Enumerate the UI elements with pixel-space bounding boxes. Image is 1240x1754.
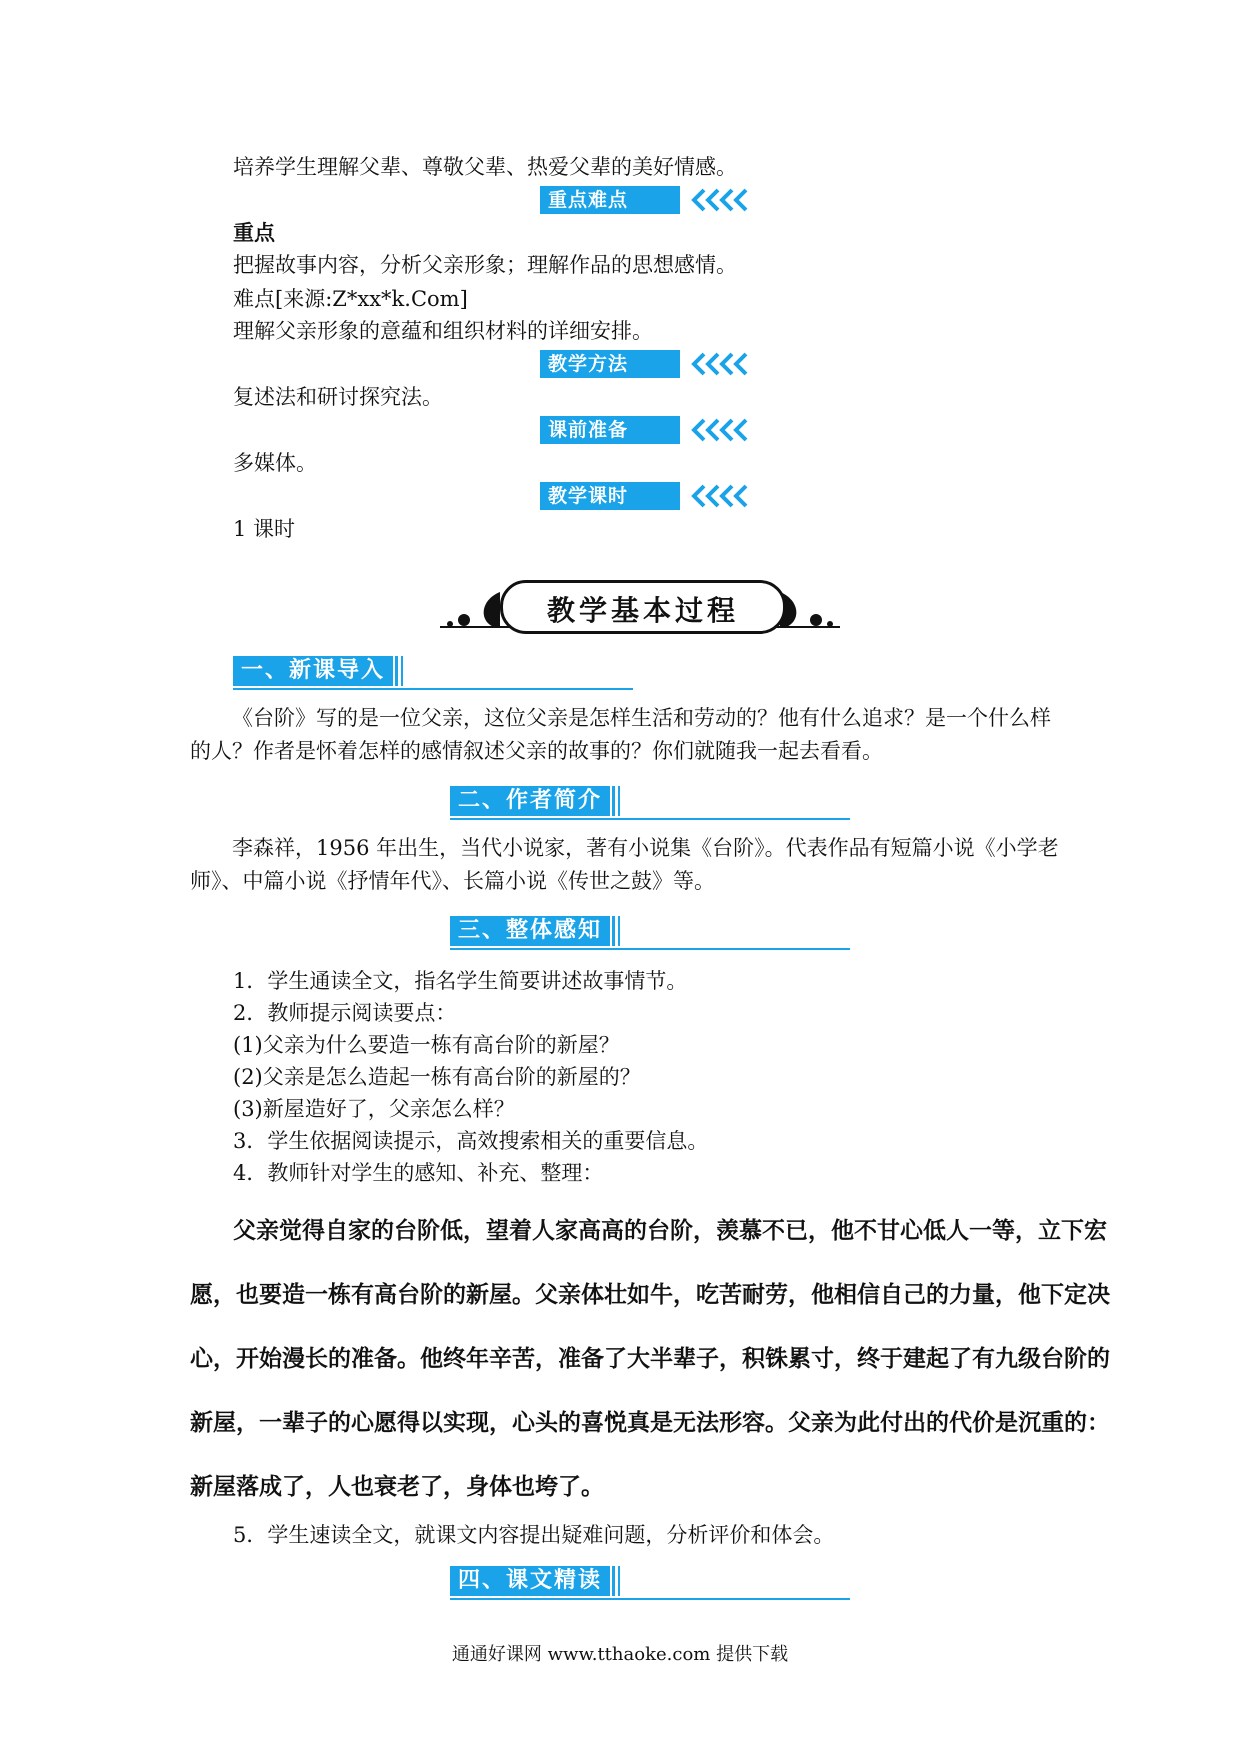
divider-icon <box>610 916 622 946</box>
tag-hours-label: 教学课时 <box>548 485 629 507</box>
chevrons-icon <box>660 482 750 510</box>
difficulty-text: 理解父亲形象的意蕴和组织材料的详细安排。 <box>233 319 653 343</box>
list-item: 1．学生通读全文，指名学生简要讲述故事情节。 <box>233 969 688 993</box>
list-item: 4．教师针对学生的感知、补充、整理： <box>233 1161 604 1185</box>
list-item: (1)父亲为什么要造一栋有高台阶的新屋？ <box>233 1033 620 1057</box>
list-item: 5．学生速读全文，就课文内容提出疑难问题，分析评价和体会。 <box>233 1523 835 1547</box>
ornament-left-icon <box>440 592 500 632</box>
page-footer: 通通好课网 www.tthaoke.com 提供下载 <box>451 1644 789 1665</box>
chevrons-icon <box>660 186 750 214</box>
divider-icon <box>610 786 622 816</box>
section-heading-3 <box>450 916 850 952</box>
tag-key-points <box>540 186 760 214</box>
tag-hours <box>540 482 760 510</box>
banner-title: 教学基本过程 <box>546 594 739 627</box>
key-heading: 重点 <box>233 220 275 245</box>
section-heading-1 <box>233 656 633 692</box>
section-4-title: 四、课文精读 <box>458 1568 603 1593</box>
key-text: 把握故事内容，分析父亲形象；理解作品的思想感情。 <box>233 253 737 277</box>
hours-text: 1 课时 <box>233 517 296 541</box>
list-item: (3)新屋造好了，父亲怎么样？ <box>233 1097 515 1121</box>
section-2-text: 李森祥，1956 年出生，当代小说家，著有小说集《台阶》。代表作品有短篇小说《小学老师》、中篇小说《抒情年代》、长篇小说《传世之鼓》等。 <box>190 836 1059 893</box>
section-heading-4 <box>450 1566 850 1602</box>
section-2-title: 二、作者简介 <box>458 788 603 813</box>
tag-method <box>540 350 760 378</box>
banner <box>440 578 840 638</box>
summary-line: 心，开始漫长的准备。他终年辛苦，准备了大半辈子，积铢累寸，终于建起了有九级台阶的 <box>190 1346 1110 1372</box>
divider-icon <box>393 656 405 686</box>
summary-line: 新屋，一辈子的心愿得以实现，心头的喜悦真是无法形容。父亲为此付出的代价是沉重的： <box>190 1410 1110 1436</box>
section-1-title: 一、新课导入 <box>241 658 386 683</box>
chevrons-icon <box>660 350 750 378</box>
summary-line: 愿，也要造一栋有高台阶的新屋。父亲体壮如牛，吃苦耐劳，他相信自己的力量，他下定决 <box>190 1282 1110 1308</box>
list-item: (2)父亲是怎么造起一栋有高台阶的新屋的？ <box>233 1065 641 1089</box>
ornament-right-icon <box>780 592 840 632</box>
section-3-title: 三、整体感知 <box>458 918 603 943</box>
chevrons-icon <box>660 416 750 444</box>
tag-preparation-label: 课前准备 <box>548 419 629 441</box>
preparation-text: 多媒体。 <box>233 451 317 475</box>
goal-line: 培养学生理解父辈、尊敬父辈、热爱父辈的美好情感。 <box>233 155 737 179</box>
tag-method-label: 教学方法 <box>548 353 629 375</box>
tag-key-points-label: 重点难点 <box>548 189 629 211</box>
tag-preparation <box>540 416 760 444</box>
section-1-text: 《台阶》写的是一位父亲，这位父亲是怎样生活和劳动的？他有什么追求？是一个什么样的人？作者是怀着怎样的感情叙述父亲的故事的？你们就随我一起去看看。 <box>190 706 1051 763</box>
summary-line: 父亲觉得自家的台阶低，望着人家高高的台阶，羡慕不已，他不甘心低人一等，立下宏 <box>233 1218 1107 1244</box>
section-heading-2 <box>450 786 850 822</box>
divider-icon <box>610 1566 622 1596</box>
list-item: 3．学生依据阅读提示，高效搜索相关的重要信息。 <box>233 1129 709 1153</box>
summary-line: 新屋落成了，人也衰老了，身体也垮了。 <box>190 1474 604 1500</box>
difficulty-heading: 难点[来源:Z*xx*k.Com] <box>233 287 468 311</box>
method-text: 复述法和研讨探究法。 <box>233 385 443 409</box>
list-item: 2．教师提示阅读要点： <box>233 1001 457 1025</box>
